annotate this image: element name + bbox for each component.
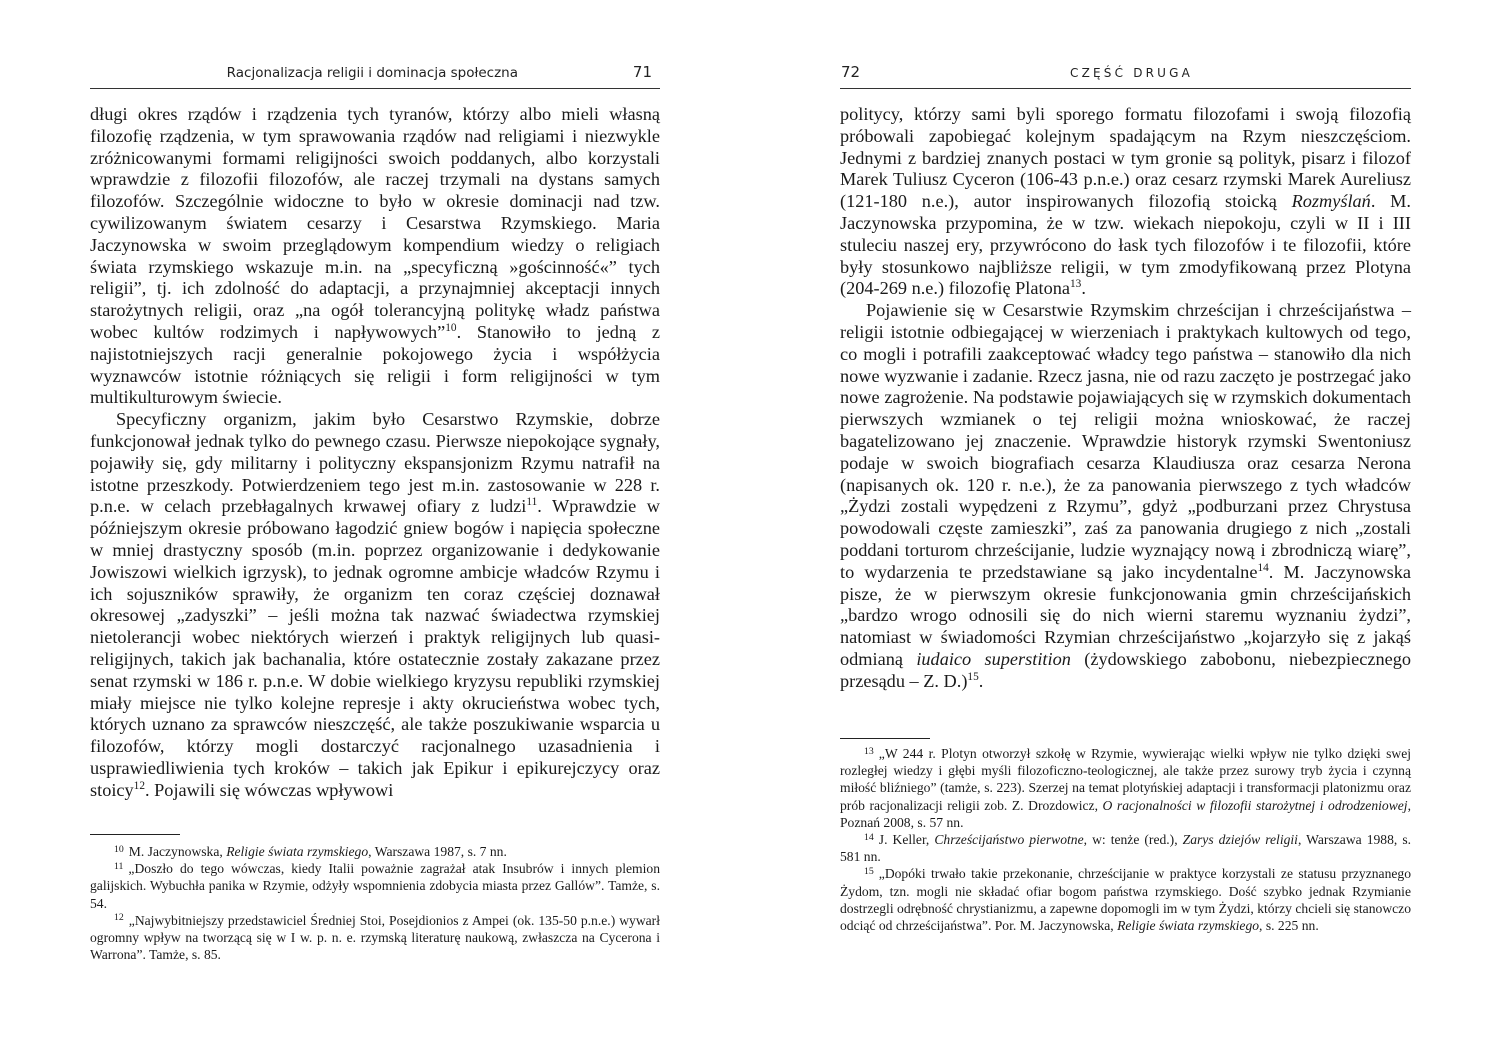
footnote-ref: 13 [1069,278,1082,291]
footnote-number: 11 [114,860,124,872]
footnote: $^{12}$ „Najwybitniejszy przedstawiciel Średniej Stoi, Posejdionios z Ampei (ok. 135-50 p.n.e.) wywarł ogromny wpływ na tworzącą się w I w. p. n. e. rzymską literaturę naukową, zwłaszcza na Cycerona i Warrona”. Tamże, s. 85. [90,912,660,963]
running-title: CZĘŚĆ DRUGA [1070,66,1194,80]
footnote-ref: 14 [1257,561,1269,574]
footnote: $^{13}$ „W 244 r. Plotyn otworzył szkołę w Rzymie, wywierając wielki wpływ nie tylko dzięki swej rozległej wiedzy i głębi myśli filozoficzno-teologicznej, ale także przez surowy tryb życia i czynną miłość bliźniego” (tamże, s. 223). Szerzej na temat plotyńskiej adaptacji i transformacji platonizmu oraz prób racjonalizacji religii zob. Z. Drozdowicz, O racjonalności w filozofii starożytnej i odrodzeniowej, Poznań 2008, s. 57 nn. [840,745,1411,830]
paragraph: Specyficzny organizm, jakim było Cesarstwo Rzymskie, dobrze funkcjonował jednak tylko do pewnego czasu. Pierwsze niepokojące sygnały, pojawiły się, gdy militarny i polityczny ekspansjonizm Rzymu natrafił na istotne przeszkody. Potwierdzeniem tego jest m.in. zastosowanie w 228 r. p.n.e. w celach przebłagalnych krwawej ofiary z ludzi$^{11}$. Wprawdzie w późniejszym okresie próbowano łagodzić gniew bogów i napięcia społeczne w mniej drastyczny sposób (m.in. poprzez organizowanie i dedykowanie Jowiszowi wielkich igrzysk), to jednak ogromne ambicje władców Rzymu i ich sojuszników sprawiły, że organizm ten coraz częściej doznawał okresowej „zadyszki” – jeśli można tak nazwać świadectwa rzymskiej nietolerancji wobec niektórych wierzeń i praktyk religijnych lub quasi-religijnych, takich jak bachanalia, które ostatecznie zostały zakazane przez senat rzymski w 186 r. p.n.e. W dobie wielkiego kryzysu republiki rzymskiej miały miejsce nie tylko kolejne represje i akty okrucieństwa wobec tych, których uznano za sprawców nieszczęść, ale także poszukiwanie wsparcia u filozofów, którzy mogli dostarczyć racjonalnego uzasadnienia i usprawiedliwienia tych kroków – takich jak Epikur i epikurejczycy oraz stoicy$^{12}$. Pojawili się wówczas wpływowi [90,409,660,800]
footnote-ref: 10 [445,322,457,335]
running-title: Racjonalizacja religii i dominacja społeczna [226,65,518,81]
footnote: $^{10}$ M. Jaczynowska, Religie świata rzymskiego, Warszawa 1987, s. 7 nn. [114,843,507,859]
footnote-number: 12 [114,912,124,924]
footnote: $^{14}$ J. Keller, Chrześcijaństwo pierwotne, w: tenże (red.), Zarys dziejów religii, Warszawa 1988, s. 581 nn. [840,831,1412,865]
page-header [840,62,1411,89]
page-number: 71 [632,63,652,81]
page-header [90,62,660,89]
footnote-divider [840,738,930,739]
footnotes [90,843,660,963]
left-page [90,0,660,1064]
paragraph: długi okres rządów i rządzenia tych tyranów, którzy albo mieli własną filozofię rządzenia, w tym sprawowania rządów nad religiami i niezwykle zróżnicowanymi formami religijności swoich poddanych, albo korzystali wprawdzie z filozofii filozofów, ale raczej trzymali na dystans samych filozofów. Szczególnie widoczne to było w okresie dominacji nad tzw. cywilizowanym światem cesarzy i Cesarstwa Rzymskiego. Maria Jaczynowska w swoim przeglądowym kompendium wiedzy o religiach świata rzymskiego wskazuje m.in. na „specyficzną »gościnność«” tych religii”, tj. ich zdolność do adaptacji, a przynajmniej akceptacji innych starożytnych religii, oraz „na ogół tolerancyjną politykę władz państwa wobec kultów rodzimych i napływowych”$^{10}$. Stanowiło to jedną z najistotniejszych racji generalnie pokojowego życia i współżycia wyznawców istotnie różniących się religii i form religijności w tym multikulturowym świecie. [90,104,661,408]
footnote-number: 14 [864,831,874,843]
body-text [840,104,1411,693]
footnote: $^{11}$ „Doszło do tego wówczas, kiedy Italii poważnie zagrażał atak Insubrów i innych plemion galijskich. Wybuchła panika w Rzymie, odżyły wspomnienia zdobycia miasta przez Gallów”. Tamże, s. 54. [90,860,660,911]
page-number: 72 [841,63,861,81]
footnote-ref: 12 [133,779,145,792]
paragraph: politycy, którzy sami byli sporego formatu filozofami i swoją filozofią próbowali zapobiegać kolejnym spadającym na Rzym nieszczęściom. Jednymi z bardziej znanych postaci w tym gronie są polityk, pisarz i filozof Marek Tuliusz Cyceron (106-43 p.n.e.) oraz cesarz rzymski Marek Aureliusz (121-180 n.e.), autor inspirowanych filozofią stoicką Rozmyślań. M. Jaczynowska przypomina, że w tzw. wiekach niepokoju, czyli w II i III stuleciu naszej ery, przywrócono do łask tych filozofów i te filozofii, które były stosunkowo najbliższe religii, w tym zmodyfikowaną przez Plotyna (204-269 n.e.) filozofię Platona$^{13}$. [840,104,1411,299]
footnote: $^{15}$ „Dopóki trwało takie przekonanie, chrześcijanie w praktyce korzystali ze statusu przyznanego Żydom, tzn. mogli nie składać ofiar bogom państwa rzymskiego. Dość szybko jednak Rzymianie dostrzegli odrębność chrystianizmu, a zapewne dopomogli im w tym Żydzi, którzy chcieli się stanowczo odciąć od chrześcijaństwa”. Por. M. Jaczynowska, Religie świata rzymskiego, s. 225 nn. [840,866,1411,934]
footnote-ref: 15 [967,670,979,683]
footnote-ref: 11 [526,496,538,509]
body-text [90,104,660,802]
footnotes [840,745,1411,934]
paragraph: Pojawienie się w Cesarstwie Rzymskim chrześcijan i chrześcijaństwa – religii istotnie odbiegającej w wierzeniach i praktykach kultowych od tego, co mogli i potrafili zaakceptować władcy tego państwa – stanowiło dla nich nowe wyzwanie i zadanie. Rzecz jasna, nie od razu zaczęto je postrzegać jako nowe zagrożenie. Na podstawie pojawiających się w rzymskich dokumentach pierwszych wzmianek o tej religii można wnioskować, że raczej bagatelizowano jej znaczenie. Wprawdzie historyk rzymski Swentoniusz podaje w swoich biografiach cesarza Klaudiusza oraz cesarza Nerona (napisanych ok. 120 r. n.e.), że za panowania pierwszego z tych władców „Żydzi zostali wypędzeni z Rzymu”, gdyż „podburzani przez Chrystusa powodowali częste zamieszki”, zaś za panowania drugiego z nich „zostali poddani torturom chrześcijanie, ludzie wyznający nową i zbrodniczą wiarę”, to wydarzenia te przedstawiane są jako incydentalne$^{14}$. M. Jaczynowska pisze, że w pierwszym okresie funkcjonowania gmin chrześcijańskich „bardzo wrogo odnosili się do nich wierni staremu wyznaniu żydzi”, natomiast w świadomości Rzymian chrześcijaństwo „kojarzyło się z jakąś odmianą iudaico superstition (żydowskiego zabobonu, niebezpiecznego przesądu – Z. D.)$^{15}$. [840,300,1411,691]
right-page [840,0,1411,1064]
footnote-number: 10 [114,843,124,855]
footnote-number: 15 [864,866,874,878]
footnote-divider [90,834,180,835]
footnote-number: 13 [864,745,874,757]
